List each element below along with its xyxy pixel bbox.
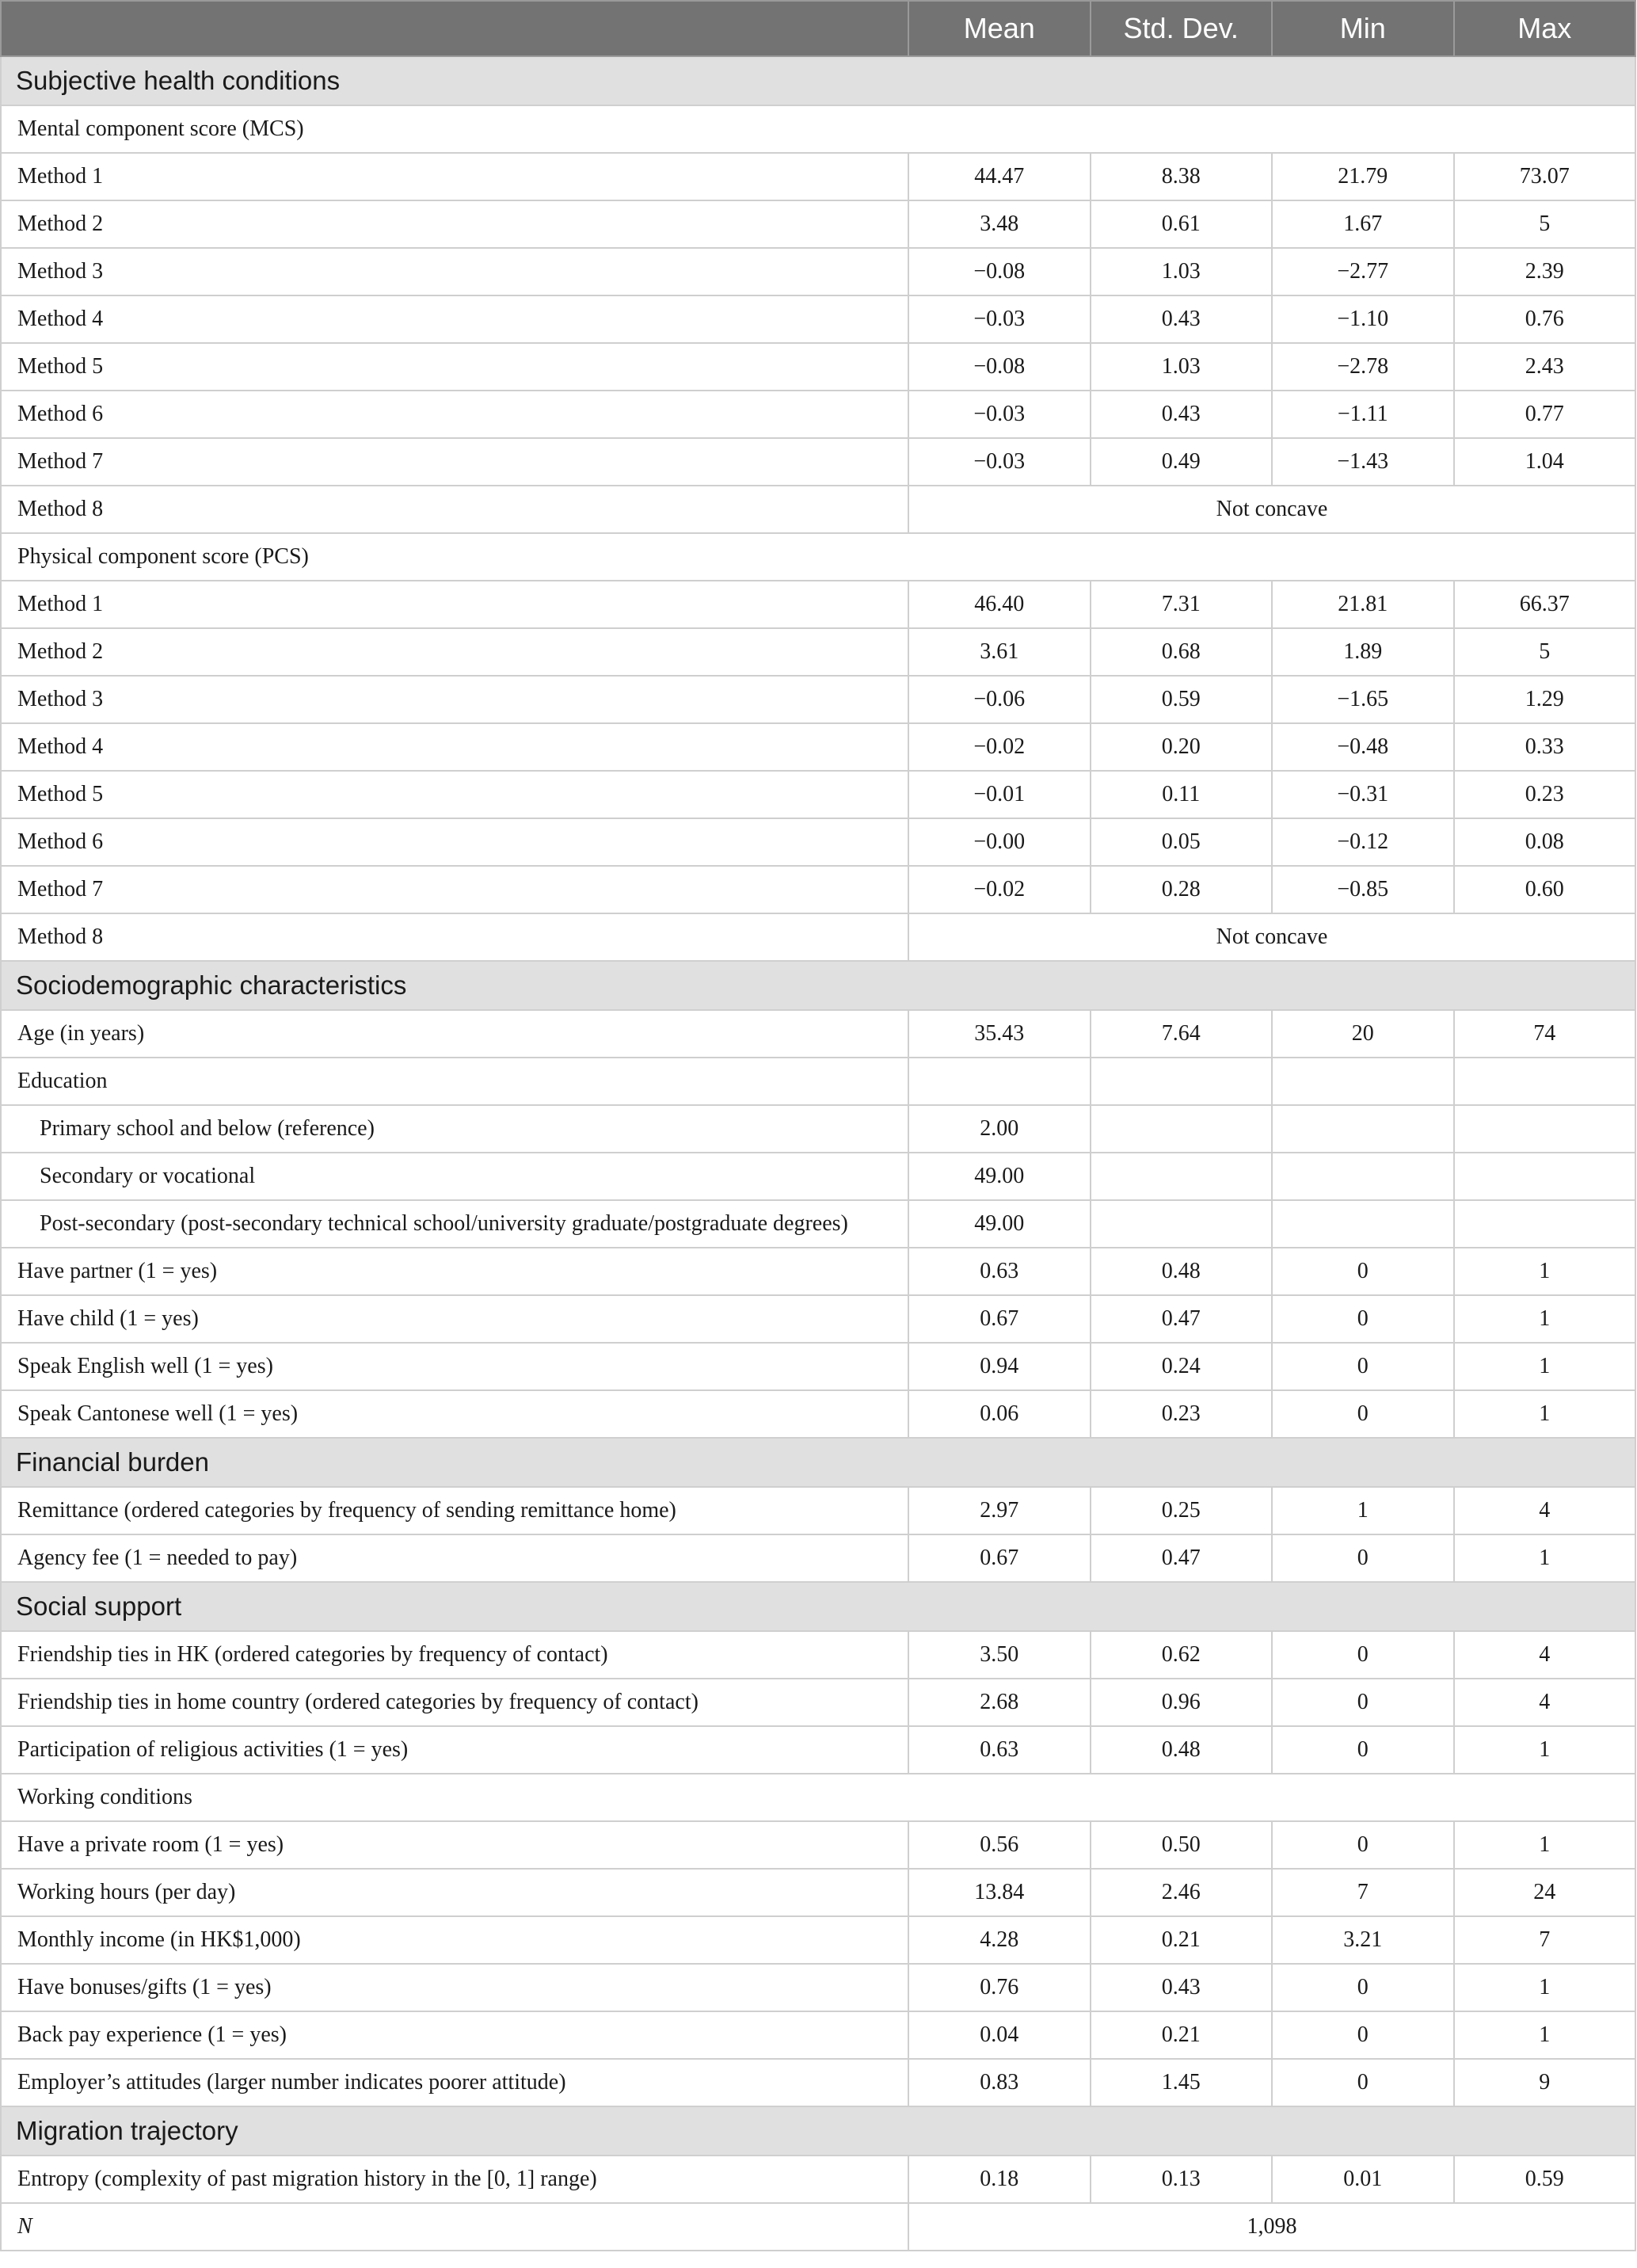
max-cell	[1454, 1058, 1636, 1105]
min-cell: 0	[1272, 1964, 1454, 2011]
section-header-row	[1, 2106, 1635, 2156]
section-title: Subjective health conditions	[1, 56, 1635, 105]
std-dev-cell: 0.50	[1091, 1821, 1273, 1869]
table-row	[1, 1679, 1635, 1726]
header-blank-cell	[1, 1, 908, 56]
table-row	[1, 771, 1635, 818]
section-title: Social support	[1, 1582, 1635, 1631]
mean-cell: 35.43	[908, 1010, 1091, 1058]
table-row	[1, 628, 1635, 676]
row-label: Method 8	[1, 913, 908, 961]
row-label: Speak Cantonese well (1 = yes)	[1, 1390, 908, 1438]
min-cell: 0	[1272, 1534, 1454, 1582]
min-cell: −1.11	[1272, 391, 1454, 438]
max-cell: 5	[1454, 628, 1636, 676]
section-title: Migration trajectory	[1, 2106, 1635, 2156]
std-dev-cell: 0.05	[1091, 818, 1273, 866]
std-dev-cell: 0.47	[1091, 1534, 1273, 1582]
max-cell	[1454, 1200, 1636, 1248]
table-row	[1, 1058, 1635, 1105]
max-cell	[1454, 1105, 1636, 1153]
max-cell: 24	[1454, 1869, 1636, 1916]
row-label: Entropy (complexity of past migration history in the [0, 1] range)	[1, 2156, 908, 2203]
table-row	[1, 486, 1635, 533]
mean-cell: 0.83	[908, 2059, 1091, 2106]
min-cell: 21.79	[1272, 153, 1454, 200]
mean-cell: 0.63	[908, 1726, 1091, 1774]
std-dev-cell: 1.03	[1091, 248, 1273, 295]
std-dev-cell: 0.48	[1091, 1248, 1273, 1295]
table-row	[1, 913, 1635, 961]
table-row	[1, 1869, 1635, 1916]
table-row	[1, 295, 1635, 343]
max-cell: 2.39	[1454, 248, 1636, 295]
header-min: Min	[1272, 1, 1454, 56]
row-label: Have bonuses/gifts (1 = yes)	[1, 1964, 908, 2011]
mean-cell: −0.03	[908, 295, 1091, 343]
min-cell	[1272, 1200, 1454, 1248]
min-cell: 1.89	[1272, 628, 1454, 676]
row-label: Method 6	[1, 818, 908, 866]
table-row	[1, 2059, 1635, 2106]
row-label: Post-secondary (post-secondary technical school/university graduate/postgraduate degrees)	[1, 1200, 908, 1248]
min-cell: −1.43	[1272, 438, 1454, 486]
mean-cell: −0.02	[908, 866, 1091, 913]
table-row	[1, 1390, 1635, 1438]
max-cell: 1	[1454, 1343, 1636, 1390]
min-cell: −0.48	[1272, 723, 1454, 771]
max-cell: 0.60	[1454, 866, 1636, 913]
min-cell	[1272, 1153, 1454, 1200]
std-dev-cell: 0.21	[1091, 1916, 1273, 1964]
row-label: Method 7	[1, 866, 908, 913]
section-header-row	[1, 961, 1635, 1010]
max-cell: 66.37	[1454, 581, 1636, 628]
std-dev-cell: 0.43	[1091, 295, 1273, 343]
row-label: Method 3	[1, 248, 908, 295]
table-row	[1, 391, 1635, 438]
row-label: Method 4	[1, 723, 908, 771]
header-std-dev: Std. Dev.	[1091, 1, 1273, 56]
max-cell: 1	[1454, 1964, 1636, 2011]
row-label: Method 5	[1, 771, 908, 818]
mean-cell: 0.67	[908, 1534, 1091, 1582]
table-row	[1, 343, 1635, 391]
mean-cell	[908, 1058, 1091, 1105]
min-cell: 0	[1272, 1679, 1454, 1726]
table-row	[1, 676, 1635, 723]
mean-cell: 49.00	[908, 1153, 1091, 1200]
max-cell: 0.33	[1454, 723, 1636, 771]
mean-cell: −0.01	[908, 771, 1091, 818]
max-cell: 74	[1454, 1010, 1636, 1058]
mean-cell: 2.00	[908, 1105, 1091, 1153]
min-cell: 0	[1272, 2059, 1454, 2106]
max-cell: 4	[1454, 1679, 1636, 1726]
mean-cell: 0.06	[908, 1390, 1091, 1438]
table-row	[1, 1487, 1635, 1534]
min-cell	[1272, 1105, 1454, 1153]
std-dev-cell: 0.21	[1091, 2011, 1273, 2059]
merged-value-cell: Not concave	[908, 913, 1635, 961]
std-dev-cell: 8.38	[1091, 153, 1273, 200]
min-cell: −2.78	[1272, 343, 1454, 391]
std-dev-cell: 0.43	[1091, 1964, 1273, 2011]
min-cell: −0.12	[1272, 818, 1454, 866]
table-row	[1, 1010, 1635, 1058]
row-label: Have a private room (1 = yes)	[1, 1821, 908, 1869]
std-dev-cell: 7.64	[1091, 1010, 1273, 1058]
mean-cell: 0.76	[908, 1964, 1091, 2011]
min-cell: −1.65	[1272, 676, 1454, 723]
section-header-row	[1, 1582, 1635, 1631]
mean-cell: −0.00	[908, 818, 1091, 866]
std-dev-cell	[1091, 1200, 1273, 1248]
mean-cell: 0.56	[908, 1821, 1091, 1869]
table-row	[1, 2011, 1635, 2059]
max-cell: 1	[1454, 1534, 1636, 1582]
min-cell: 1	[1272, 1487, 1454, 1534]
max-cell: 1	[1454, 2011, 1636, 2059]
table-row	[1, 1105, 1635, 1153]
std-dev-cell: 7.31	[1091, 581, 1273, 628]
max-cell: 5	[1454, 200, 1636, 248]
table-row	[1, 1200, 1635, 1248]
row-label: Age (in years)	[1, 1010, 908, 1058]
min-cell: 0	[1272, 2011, 1454, 2059]
subheading-row	[1, 533, 1635, 581]
table-row	[1, 723, 1635, 771]
max-cell: 73.07	[1454, 153, 1636, 200]
mean-cell: 46.40	[908, 581, 1091, 628]
mean-cell: 3.61	[908, 628, 1091, 676]
min-cell: −2.77	[1272, 248, 1454, 295]
mean-cell: 49.00	[908, 1200, 1091, 1248]
table-row	[1, 1534, 1635, 1582]
row-label: Primary school and below (reference)	[1, 1105, 908, 1153]
subheading-label: Working conditions	[1, 1774, 1635, 1821]
section-header-row	[1, 1438, 1635, 1487]
mean-cell: 13.84	[908, 1869, 1091, 1916]
row-label: N	[1, 2203, 908, 2251]
mean-cell: 3.50	[908, 1631, 1091, 1679]
mean-cell: 4.28	[908, 1916, 1091, 1964]
row-label: Method 8	[1, 486, 908, 533]
max-cell: 0.23	[1454, 771, 1636, 818]
table-row	[1, 248, 1635, 295]
mean-cell: −0.03	[908, 438, 1091, 486]
table-row	[1, 438, 1635, 486]
table-row	[1, 2156, 1635, 2203]
row-label: Method 2	[1, 200, 908, 248]
header-mean: Mean	[908, 1, 1091, 56]
max-cell	[1454, 1153, 1636, 1200]
header-max: Max	[1454, 1, 1636, 56]
row-label: Method 6	[1, 391, 908, 438]
table-row	[1, 818, 1635, 866]
subheading-label: Mental component score (MCS)	[1, 105, 1635, 153]
row-label: Monthly income (in HK$1,000)	[1, 1916, 908, 1964]
min-cell: 7	[1272, 1869, 1454, 1916]
min-cell: 20	[1272, 1010, 1454, 1058]
max-cell: 1.04	[1454, 438, 1636, 486]
std-dev-cell: 1.03	[1091, 343, 1273, 391]
std-dev-cell: 0.68	[1091, 628, 1273, 676]
std-dev-cell	[1091, 1058, 1273, 1105]
min-cell: 0	[1272, 1821, 1454, 1869]
row-label: Back pay experience (1 = yes)	[1, 2011, 908, 2059]
std-dev-cell: 0.24	[1091, 1343, 1273, 1390]
table-row	[1, 1821, 1635, 1869]
table-row	[1, 1248, 1635, 1295]
min-cell: 0	[1272, 1390, 1454, 1438]
subheading-row	[1, 1774, 1635, 1821]
row-label: Secondary or vocational	[1, 1153, 908, 1200]
max-cell: 4	[1454, 1487, 1636, 1534]
mean-cell: 0.94	[908, 1343, 1091, 1390]
std-dev-cell: 2.46	[1091, 1869, 1273, 1916]
table-body	[1, 56, 1635, 2251]
std-dev-cell: 1.45	[1091, 2059, 1273, 2106]
max-cell: 1.29	[1454, 676, 1636, 723]
std-dev-cell	[1091, 1153, 1273, 1200]
std-dev-cell: 0.28	[1091, 866, 1273, 913]
row-label: Method 7	[1, 438, 908, 486]
mean-cell: −0.06	[908, 676, 1091, 723]
max-cell: 1	[1454, 1821, 1636, 1869]
std-dev-cell: 0.49	[1091, 438, 1273, 486]
table-header-row	[1, 1, 1635, 56]
min-cell: 1.67	[1272, 200, 1454, 248]
max-cell: 0.59	[1454, 2156, 1636, 2203]
table-row	[1, 153, 1635, 200]
table-row	[1, 1343, 1635, 1390]
row-label: Education	[1, 1058, 908, 1105]
std-dev-cell: 0.48	[1091, 1726, 1273, 1774]
max-cell: 4	[1454, 1631, 1636, 1679]
mean-cell: −0.08	[908, 343, 1091, 391]
mean-cell: 2.97	[908, 1487, 1091, 1534]
section-title: Financial burden	[1, 1438, 1635, 1487]
row-label: Agency fee (1 = needed to pay)	[1, 1534, 908, 1582]
std-dev-cell: 0.20	[1091, 723, 1273, 771]
row-label: Method 5	[1, 343, 908, 391]
subheading-row	[1, 105, 1635, 153]
min-cell: −0.31	[1272, 771, 1454, 818]
row-label: Have partner (1 = yes)	[1, 1248, 908, 1295]
min-cell: 0	[1272, 1295, 1454, 1343]
row-label: Working hours (per day)	[1, 1869, 908, 1916]
merged-value-cell: Not concave	[908, 486, 1635, 533]
min-cell: −1.10	[1272, 295, 1454, 343]
std-dev-cell: 0.62	[1091, 1631, 1273, 1679]
min-cell: 0	[1272, 1343, 1454, 1390]
row-label: Have child (1 = yes)	[1, 1295, 908, 1343]
min-cell: 0.01	[1272, 2156, 1454, 2203]
row-label: Employer’s attitudes (larger number indicates poorer attitude)	[1, 2059, 908, 2106]
std-dev-cell: 0.25	[1091, 1487, 1273, 1534]
max-cell: 1	[1454, 1248, 1636, 1295]
max-cell: 1	[1454, 1295, 1636, 1343]
mean-cell: −0.03	[908, 391, 1091, 438]
section-title: Sociodemographic characteristics	[1, 961, 1635, 1010]
mean-cell: 0.04	[908, 2011, 1091, 2059]
table-row	[1, 2203, 1635, 2251]
table-row	[1, 200, 1635, 248]
table-row	[1, 1964, 1635, 2011]
row-label: Method 1	[1, 581, 908, 628]
max-cell: 1	[1454, 1726, 1636, 1774]
std-dev-cell: 0.11	[1091, 771, 1273, 818]
max-cell: 7	[1454, 1916, 1636, 1964]
min-cell: 21.81	[1272, 581, 1454, 628]
mean-cell: −0.08	[908, 248, 1091, 295]
std-dev-cell: 0.43	[1091, 391, 1273, 438]
row-label: Remittance (ordered categories by frequency of sending remittance home)	[1, 1487, 908, 1534]
subheading-label: Physical component score (PCS)	[1, 533, 1635, 581]
table-row	[1, 1631, 1635, 1679]
mean-cell: 3.48	[908, 200, 1091, 248]
row-label: Method 3	[1, 676, 908, 723]
row-label: Method 2	[1, 628, 908, 676]
row-label: Participation of religious activities (1 = yes)	[1, 1726, 908, 1774]
max-cell: 1	[1454, 1390, 1636, 1438]
std-dev-cell: 0.96	[1091, 1679, 1273, 1726]
mean-cell: 0.18	[908, 2156, 1091, 2203]
mean-cell: 44.47	[908, 153, 1091, 200]
min-cell: 0	[1272, 1631, 1454, 1679]
merged-value-cell: 1,098	[908, 2203, 1635, 2251]
std-dev-cell: 0.23	[1091, 1390, 1273, 1438]
max-cell: 0.08	[1454, 818, 1636, 866]
min-cell: 3.21	[1272, 1916, 1454, 1964]
table-row	[1, 1295, 1635, 1343]
min-cell: −0.85	[1272, 866, 1454, 913]
std-dev-cell: 0.59	[1091, 676, 1273, 723]
std-dev-cell: 0.13	[1091, 2156, 1273, 2203]
std-dev-cell	[1091, 1105, 1273, 1153]
max-cell: 0.76	[1454, 295, 1636, 343]
table-row	[1, 866, 1635, 913]
section-header-row	[1, 56, 1635, 105]
min-cell	[1272, 1058, 1454, 1105]
row-label: Method 4	[1, 295, 908, 343]
row-label: Method 1	[1, 153, 908, 200]
table-row	[1, 1916, 1635, 1964]
table-row	[1, 1726, 1635, 1774]
row-label: Speak English well (1 = yes)	[1, 1343, 908, 1390]
table-row	[1, 1153, 1635, 1200]
std-dev-cell: 0.61	[1091, 200, 1273, 248]
std-dev-cell: 0.47	[1091, 1295, 1273, 1343]
mean-cell: −0.02	[908, 723, 1091, 771]
table-row	[1, 581, 1635, 628]
mean-cell: 0.67	[908, 1295, 1091, 1343]
max-cell: 0.77	[1454, 391, 1636, 438]
max-cell: 9	[1454, 2059, 1636, 2106]
min-cell: 0	[1272, 1726, 1454, 1774]
row-label: Friendship ties in home country (ordered categories by frequency of contact)	[1, 1679, 908, 1726]
max-cell: 2.43	[1454, 343, 1636, 391]
mean-cell: 0.63	[908, 1248, 1091, 1295]
min-cell: 0	[1272, 1248, 1454, 1295]
row-label: Friendship ties in HK (ordered categories by frequency of contact)	[1, 1631, 908, 1679]
mean-cell: 2.68	[908, 1679, 1091, 1726]
